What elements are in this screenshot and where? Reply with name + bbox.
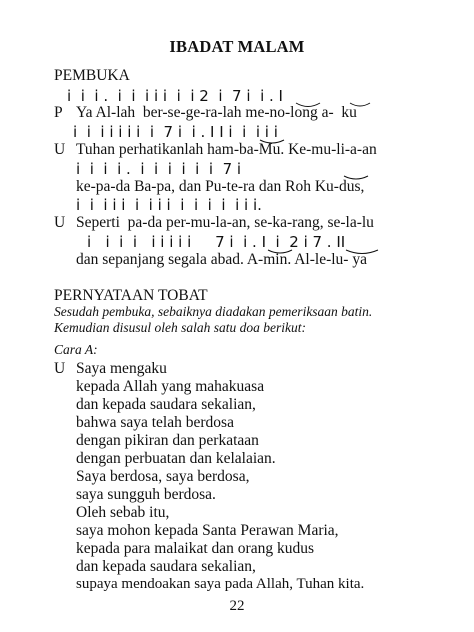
prayer-line: dengan perbuatan dan kelalaian. [76,450,276,467]
prayer-line: saya mohon kepada Santa Perawan Maria, [76,522,339,539]
prayer-line: bahwa saya telah berdosa [76,414,234,431]
page-number: 22 [229,598,245,614]
speaker-marker-u: U [54,360,66,377]
lyric-line-1: Ya Al-lah ber-se-ge-ra-lah me-no-long a- ku [76,104,357,121]
notation-line-5: i i i i i i i i i 7 i i . I i 2 i 7 . II [87,233,346,251]
notation-line-4: i i i i i i i i i i i i i i i i. [76,196,262,214]
prayer-line: supaya mendoakan saya pada Allah, Tuhan kita. [76,576,365,592]
prayer-line: kepada Allah yang mahakuasa [76,378,265,395]
speaker-marker-u: U [54,141,66,158]
prayer-line: dengan pikiran dan perkataan [76,432,259,449]
notation-line-1: i i i . i i i i i i i 2 i 7 i i . I [67,87,283,105]
prayer-line: Oleh sebab itu, [76,504,170,521]
lyric-line-2: Tuhan perhatikanlah ham-ba-Mu. Ke-mu-li-a-an [76,141,377,158]
prayer-line: dan kepada saudara sekalian, [76,558,256,575]
lyric-line-5: dan sepanjang segala abad. A-min. Al-le-lu- ya [76,251,367,268]
prayer-line: Saya mengaku [76,360,167,377]
speaker-marker-p: P [54,104,63,121]
speaker-marker-u: U [54,214,66,231]
prayer-line: Saya berdosa, saya berdosa, [76,468,250,485]
lyric-line-4: Seperti pa-da per-mu-la-an, se-ka-rang, se-la-lu [76,214,374,231]
instruction-line: Kemudian disusul oleh salah satu doa berikut: [54,320,306,335]
prayer-line: dan kepada saudara sekalian, [76,396,256,413]
section-heading-opening: PEMBUKA [54,67,130,84]
prayer-line: saya sungguh berdosa. [76,486,216,503]
section-heading-penitence: PERNYATAAN TOBAT [54,287,208,304]
option-label: Cara A: [54,342,98,357]
prayer-line: kepada para malaikat dan orang kudus [76,540,315,557]
instruction-line: Sesudah pembuka, sebaiknya diadakan pemeriksaan batin. [54,304,373,319]
lyric-line-3: ke-pa-da Ba-pa, dan Pu-te-ra dan Roh Ku-dus, [76,178,365,195]
notation-line-2: i i i i i i i i 7 i i . I I i i i i i [73,123,278,141]
page-title: IBADAT MALAM [169,37,305,56]
notation-line-3: i i i i . i i i i i i 7 i [76,160,242,178]
